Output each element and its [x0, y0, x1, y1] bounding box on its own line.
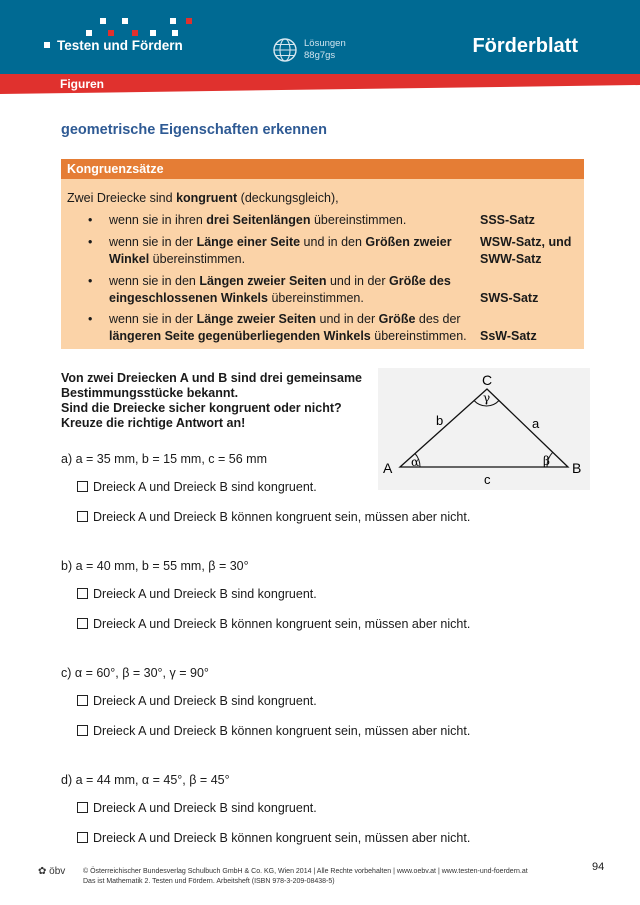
copyright-text: © Österreichischer Bundesverlag Schulbuch GmbH & Co. KG, Wien 2014 | Alle Rechte vorbehalten | www.oebv.at | www.testen-und-foerdern.at Das ist Mathematik 2. Testen und Fördern. Arbeitsheft (ISBN 978-3-209-08438-5) [83, 868, 528, 885]
task-d-option-maybe[interactable]: Dreieck A und Dreieck B können kongruent sein, müssen aber nicht. [77, 831, 470, 845]
page-header [0, 0, 640, 74]
task-d-option-congruent[interactable]: Dreieck A und Dreieck B sind kongruent. [77, 801, 317, 815]
angle-alpha-label: α [411, 455, 420, 469]
task-c-option-congruent[interactable]: Dreieck A und Dreieck B sind kongruent. [77, 694, 317, 708]
logo-square [186, 18, 192, 24]
box-heading: Kongruenzsätze [61, 159, 584, 179]
question-text: Von zwei Dreiecken A und B sind drei gemeinsame Bestimmungsstücke bekannt. Sind die Dreiecke sicher kongruent oder nicht? Kreuze die richtige Antwort an! [61, 371, 363, 430]
congruence-rules-box: Kongruenzsätze Zwei Dreiecke sind kongruent (deckungsgleich), • wenn sie in ihren drei Seitenlängen übereinstimmen. SSS-Satz • wenn sie in der Länge einer Seite und in den Größen zweier Winkel übereinstimmen. WSW-Satz, und SWW-Satz • wenn sie in den Längen zweier Seiten und in der Größe des eingeschlossenen Winkels übereinstimmen. SWS-Satz • wenn sie in der Länge zweier Seiten und in der Größe des der längeren Seite gegenüberliegenden Winkels übereinstimmen. SsW-Satz [61, 159, 584, 349]
logo-square [150, 30, 156, 36]
leaf-icon: ✿ [38, 866, 47, 877]
task-b-option-maybe[interactable]: Dreieck A und Dreieck B können kongruent sein, müssen aber nicht. [77, 617, 470, 631]
angle-gamma-label: γ [483, 391, 491, 405]
rule-name: WSW-Satz, und SWW-Satz [480, 235, 572, 266]
chapter-label: Figuren [60, 77, 104, 91]
checkbox[interactable] [77, 511, 88, 522]
task-a: a) a = 35 mm, b = 15 mm, c = 56 mm [61, 452, 267, 466]
rule-name: SsW-Satz [480, 329, 537, 343]
checkbox[interactable] [77, 695, 88, 706]
logo-square [170, 18, 176, 24]
angle-beta-label: β [543, 454, 550, 468]
checkbox[interactable] [77, 588, 88, 599]
side-b-label: b [436, 413, 444, 428]
vertex-c-label: C [482, 372, 493, 388]
logo-square [86, 30, 92, 36]
checkbox[interactable] [77, 725, 88, 736]
logo-square [132, 30, 138, 36]
task-a-option-maybe[interactable]: Dreieck A und Dreieck B können kongruent sein, müssen aber nicht. [77, 510, 470, 524]
logo-square [172, 30, 178, 36]
triangle-diagram [378, 368, 590, 490]
solutions-link[interactable]: Lösungen 88g7gs [304, 38, 346, 61]
checkbox[interactable] [77, 618, 88, 629]
box-intro: Zwei Dreiecke sind kongruent (deckungsgleich), [67, 191, 339, 205]
vertex-a-label: A [383, 460, 393, 476]
side-a-label: a [532, 416, 540, 431]
logo-square [100, 18, 106, 24]
task-b: b) a = 40 mm, b = 55 mm, β = 30° [61, 559, 249, 573]
page-number: 94 [592, 861, 605, 873]
checkbox[interactable] [77, 802, 88, 813]
task-a-option-congruent[interactable]: Dreieck A und Dreieck B sind kongruent. [77, 480, 317, 494]
checkbox[interactable] [77, 832, 88, 843]
side-c-label: c [484, 472, 491, 487]
rule-name: SSS-Satz [480, 213, 535, 227]
task-b-option-congruent[interactable]: Dreieck A und Dreieck B sind kongruent. [77, 587, 317, 601]
task-c-option-maybe[interactable]: Dreieck A und Dreieck B können kongruent sein, müssen aber nicht. [77, 724, 470, 738]
globe-icon [272, 37, 298, 63]
task-d: d) a = 44 mm, α = 45°, β = 45° [61, 773, 230, 787]
rule-name: SWS-Satz [480, 291, 539, 305]
vertex-b-label: B [572, 460, 582, 476]
brand-name: Testen und Fördern [44, 38, 183, 53]
task-c: c) α = 60°, β = 30°, γ = 90° [61, 666, 209, 680]
logo-square [108, 30, 114, 36]
logo-square [122, 18, 128, 24]
page-title: Förderblatt [472, 35, 578, 57]
section-title: geometrische Eigenschaften erkennen [61, 122, 327, 138]
checkbox[interactable] [77, 481, 88, 492]
publisher-logo: ✿ öbv [38, 866, 66, 877]
